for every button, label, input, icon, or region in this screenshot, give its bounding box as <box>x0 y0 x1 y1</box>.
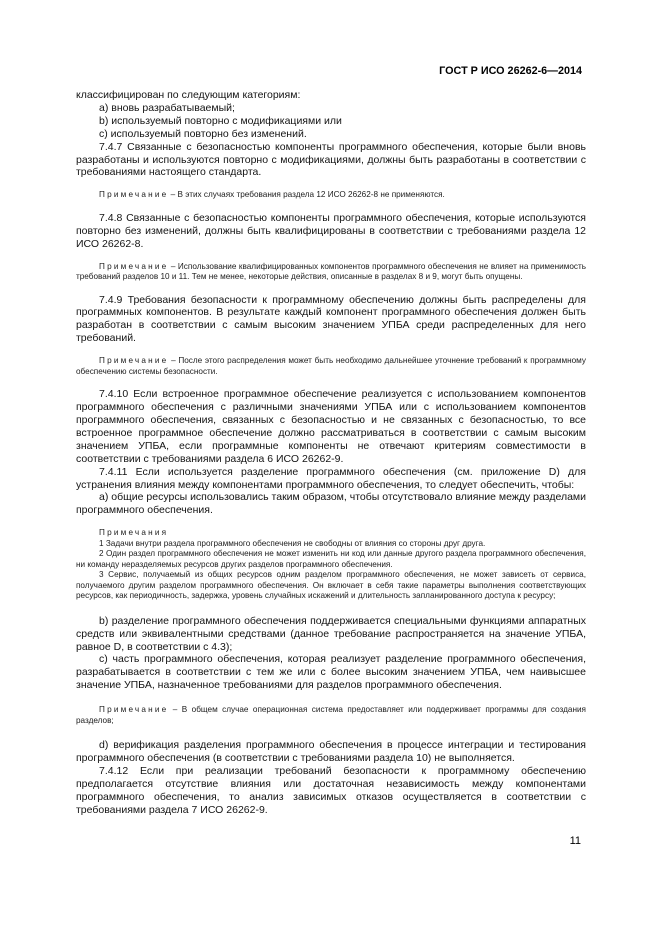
notes-heading: Примечания <box>99 528 169 538</box>
clause-7-4-7: 7.4.7 Связанные с безопасностью компоненты программного обеспечения, которые были вновь разработаны и используются повторно с модификациями, должны быть разработаны в соответствии с требованиями настоящего стандарта. <box>76 140 586 179</box>
note-label: Примечание <box>99 190 169 200</box>
notes-item-3: 3 Сервис, получаемый из общих ресурсов одним разделом программного обеспечения, не может зависеть от сервиса, получаемого другим разделом программного обеспечения. Он включает в себя такие параметры выполнения соответствующих ресурсов, как периодичность, задержка, уровень случайных искажений и длительность запланированного доступа к ресурсу; <box>76 570 586 601</box>
list-item-a: а) вновь разрабатываемый; <box>99 101 235 114</box>
clause-7-4-11-c: c) часть программного обеспечения, которая реализует разделение программного обеспечения, разрабатывается в соответствии с тем же или с более высоким значением УПБА, чем наивысшее значение УПБА, назначенное требованиями для разделов программного обеспечения. <box>76 653 586 692</box>
list-item-b: b) используемый повторно с модификациями или <box>99 114 342 127</box>
clause-7-4-8: 7.4.8 Связанные с безопасностью компоненты программного обеспечения, которые используются повторно без изменений, должны быть квалифицированы в соответствии с требованиями раздела 12 ИСО 26262-8. <box>76 211 586 250</box>
clause-7-4-9: 7.4.9 Требования безопасности к программному обеспечению должны быть распределены для программных компонентов. В результате каждый компонент программного обеспечения должен быть разработан в соответствии с самым высоким значением УПБА среди распределенных для него требований. <box>76 293 586 345</box>
clause-7-4-11-a: а) общие ресурсы использовались таким образом, чтобы отсутствовало влияние между разделами программного обеспечения. <box>76 491 586 517</box>
note-4 <box>76 705 586 726</box>
note-label: Примечание <box>99 356 169 366</box>
page-body <box>76 89 586 817</box>
intro-text: классифицирован по следующим категориям: <box>76 89 301 101</box>
clause-7-4-10: 7.4.10 Если встроенное программное обеспечение реализуется с использованием компонентов программного обеспечения с различными значениями УПБА или с использованием компонентов программного обеспечения, связанных с безопасностью и не связанных с безопасностью, то все встроенное программное обеспечение должно рассматриваться в соответствии с самым высоким значением УПБА, если программные компоненты не отвечают критериям совместимости в соответствии с требованиями раздела 6 ИСО 26262-9. <box>76 388 586 465</box>
note-label: Примечание <box>99 261 169 271</box>
note-2 <box>76 262 586 283</box>
note-2-text: – Использование квалифицированных компонентов программного обеспечения не влияет на применимость требований разделов 10 и 11. Тем не менее, некоторые действия, описанные в разделах 8 и 9, могут быть опущены. <box>76 261 586 282</box>
notes-item-1: 1 Задачи внутри раздела программного обеспечения не свободны от влияния со стороны друг друга. <box>99 538 486 548</box>
clause-7-4-11-d: d) верификация разделения программного обеспечения в процессе интеграции и тестирования программного обеспечения (в соответствии с требованиями раздела 10) не выполняется. <box>76 739 586 765</box>
notes-item-2: 2 Один раздел программного обеспечения не может изменить ни код или данные другого раздела программного обеспечения, ни команду неразделяемых ресурсов других разделов программного обеспечения. <box>76 549 586 569</box>
list-item-c: c) используемый повторно без изменений. <box>99 127 307 140</box>
note-1-text: – В этих случаях требования раздела 12 ИСО 26262-8 не применяются. <box>168 190 445 200</box>
note-label: Примечание <box>99 705 169 715</box>
page-number: 11 <box>569 835 581 847</box>
note-1 <box>76 190 586 201</box>
standard-header: ГОСТ Р ИСО 26262-6—2014 <box>439 65 582 77</box>
clause-7-4-11: 7.4.11 Если используется разделение программного обеспечения (см. приложение D) для устранения влияния между компонентами программного обеспечения, то следует обеспечить, чтобы: <box>76 465 586 491</box>
clause-7-4-11-b: b) разделение программного обеспечения поддерживается специальными функциями аппаратных средств или эквивалентными средствами (данное требование распространяется на значение УПБА, равное D, в соответствии с 4.3); <box>76 614 586 653</box>
note-3-text: – После этого распределения может быть необходимо дальнейшее уточнение требований к программному обеспечению системы безопасности. <box>76 356 586 376</box>
note-4-text: – В общем случае операционная система предоставляет или поддерживает программы для создания разделов; <box>76 705 586 725</box>
clause-7-4-12: 7.4.12 Если при реализации требований безопасности к программному обеспечению предполагается отсутствие влияния или достаточная независимость между компонентами программного обеспечения, то анализ зависимых отказов осуществляется в соответствии с требованиями раздела 7 ИСО 26262-9. <box>76 765 586 816</box>
note-3 <box>76 356 586 377</box>
